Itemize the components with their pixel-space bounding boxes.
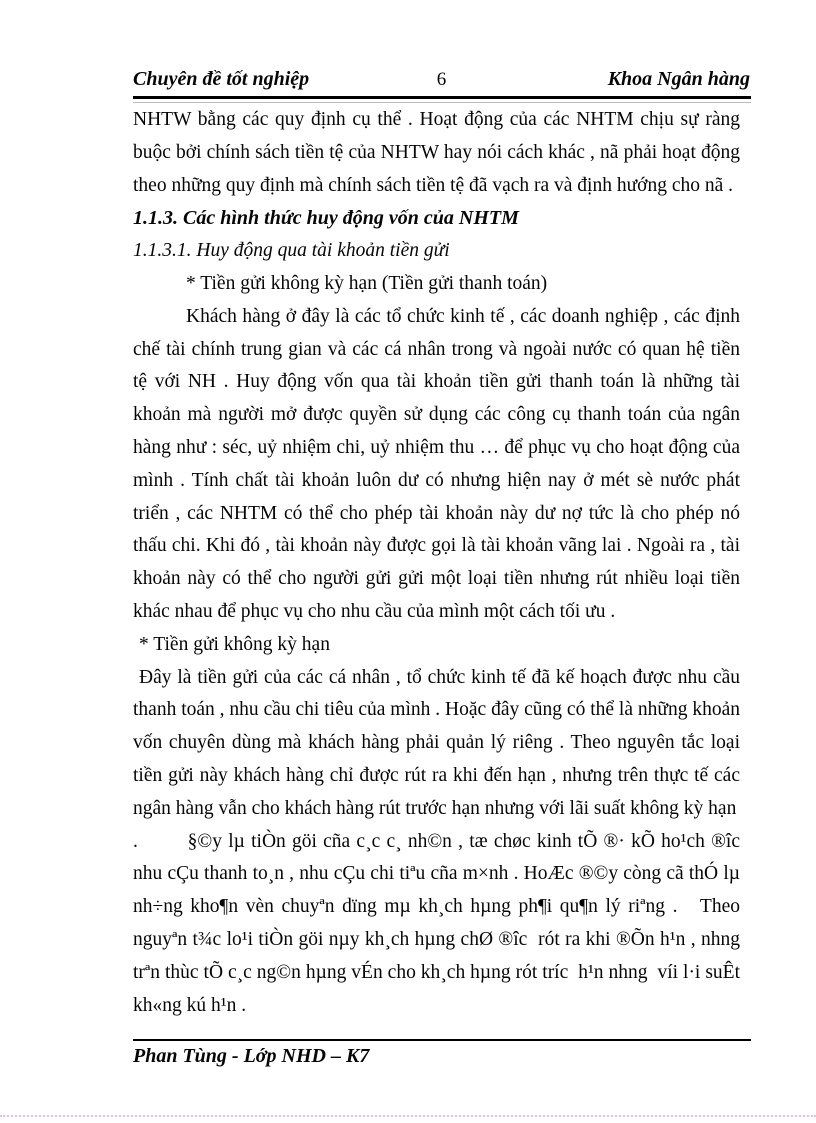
page-header bbox=[133, 68, 750, 91]
paragraph-garbled-encoding: . §©y lµ tiÒn göi cña c¸c c¸ nh©n , tæ chøc kinh tÕ ®· kÕ ho¹ch ®îc nhu cÇu thanh to¸n , nhu cÇu chi tiªu cña m×nh . HoÆc ®©y còng cã thÓ lµ nh÷ng kho¶n vèn chuyªn dïng mµ kh¸ch hµng ph¶i qu¶n lý riªng . Theo nguyªn t¾c lo¹i tiÒn göi nµy kh¸ch hµng chØ ®îc rót ra khi ®Õn h¹n , nhng trªn thùc tÕ c¸c ng©n hµng vÉn cho kh¸ch hµng rót tríc h¹n nhng víi l·i suÊt kh«ng kú h¹n . bbox=[133, 830, 740, 1016]
paragraph-term-deposit-body: Đây là tiền gửi của các cá nhân , tổ chức kinh tế đã kế hoạch được nhu cầu thanh toán , nhu cầu chi tiêu của mình . Hoặc đây cũng có thể là những khoản vốn chuyên dùng mà khách hàng phải quản lý riêng . Theo nguyên tắc loại tiền gửi này khách hàng chỉ được rút ra khi đến hạn , nhưng trên thực tế các ngân hàng vẫn cho khách hàng rút trước hạn nhưng với lãi suất không kỳ hạn bbox=[133, 666, 740, 819]
document-body bbox=[133, 104, 740, 1022]
page-number: 6 bbox=[436, 69, 447, 90]
header-course-title: Chuyên đề tốt nghiệp bbox=[133, 68, 310, 90]
header-rule bbox=[133, 96, 751, 99]
subsection-heading-1-1-3-1: 1.1.3.1. Huy động qua tài khoản tiền gửi bbox=[133, 240, 450, 262]
paragraph-bullet-term-deposit: * Tiền gửi không kỳ hạn bbox=[139, 633, 330, 655]
section-heading-1-1-3: 1.1.3. Các hình thức huy động vốn của NHTM bbox=[133, 207, 519, 230]
footer-author-line: Phan Tùng - Lớp NHD – K7 bbox=[133, 1045, 370, 1067]
paragraph-demand-deposit-body: Khách hàng ở đây là các tổ chức kinh tế , các doanh nghiệp , các định chế tài chính trung gian và các cá nhân trong và ngoài nước có quan hệ tiền tệ với NH . Huy động vốn qua tài khoản tiền gửi thanh toán là những tài khoản mà người mở được quyền sử dụng các công cụ thanh toán của ngân hàng như : séc, uỷ nhiệm chi, uỷ nhiệm thu … để phục vụ cho hoạt động của mình . Tính chất tài khoản luôn dư có nhưng hiện nay ở mét sè nước phát triển , các NHTM có thể cho phép tài khoản này dư nợ tức là cho phép nó thấu chi. Khi đó , tài khoản này được gọi là tài khoản vãng lai . Ngoài ra , tài khoản này có thể cho người gửi gửi một loại tiền nhưng rút nhiều loại tiền khác nhau để phục vụ cho nhu cầu của mình một cách tối ưu . bbox=[133, 305, 740, 622]
header-rule-thin bbox=[133, 102, 751, 103]
header-faculty: Khoa Ngân hàng bbox=[607, 68, 750, 90]
footer-rule bbox=[133, 1039, 751, 1041]
page-boundary-dotted-line bbox=[0, 1115, 816, 1117]
paragraph-bullet-demand-deposit: * Tiền gửi không kỳ hạn (Tiền gửi thanh toán) bbox=[186, 272, 548, 294]
paragraph-intro-continuation: NHTW bằng các quy định cụ thể . Hoạt động của các NHTM chịu sự ràng buộc bởi chính sách tiền tệ của NHTW hay nói cách khác , nã phải hoạt động theo những quy định mà chính sách tiền tệ đã vạch ra và định hướng cho nã . bbox=[133, 109, 740, 196]
